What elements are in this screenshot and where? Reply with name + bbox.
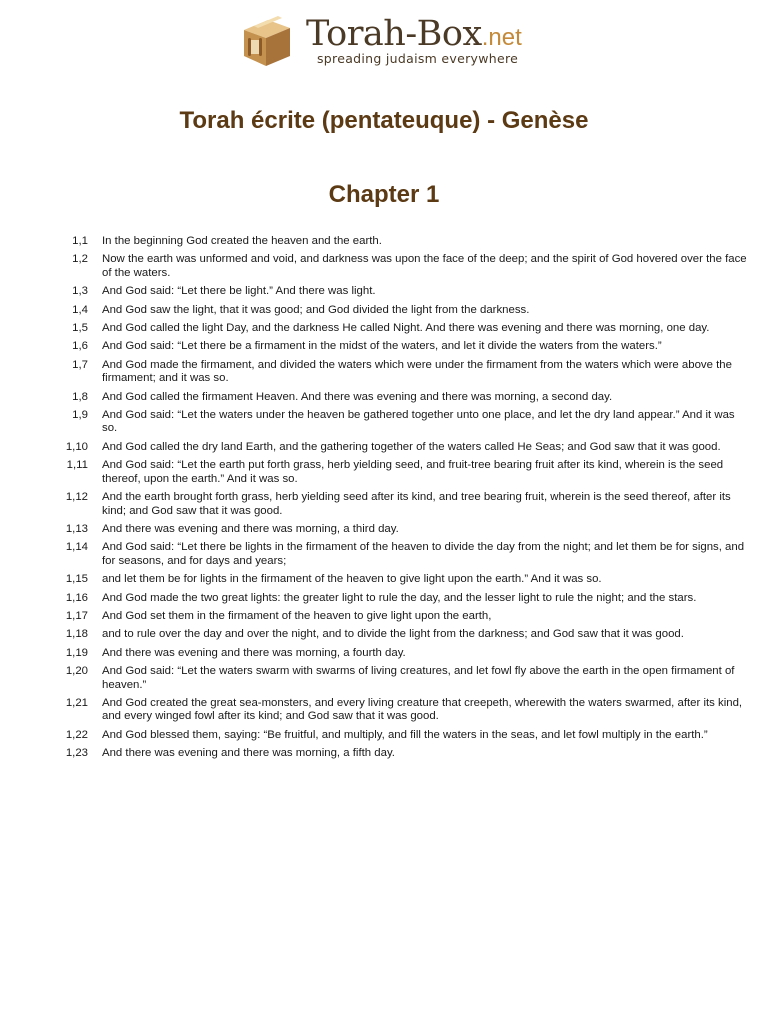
verse-number: 1,13 [65, 522, 88, 535]
verse-row [58, 592, 748, 605]
verse-row [58, 747, 748, 760]
verse-row [58, 647, 748, 660]
verse-list [58, 235, 748, 766]
verse-row [58, 628, 748, 641]
verse-row [58, 665, 748, 692]
verse-number: 1,7 [72, 358, 88, 371]
verse-number: 1,17 [65, 609, 88, 622]
verse-text: In the beginning God created the heaven and the earth. [102, 235, 382, 247]
verse-row [58, 523, 748, 536]
verse-text: and to rule over the day and over the night, and to divide the light from the darkness; and God saw that it was good. [102, 628, 684, 641]
verse-text: And God set them in the firmament of the heaven to give light upon the earth, [102, 609, 492, 622]
verse-row [58, 491, 748, 518]
verse-text: And God called the light Day, and the darkness He called Night. And there was evening and there was morning, one day. [102, 322, 710, 335]
verse-number: 1,6 [72, 340, 88, 353]
verse-number: 1,18 [65, 628, 88, 641]
verse-text: And the earth brought forth grass, herb yielding seed after its kind, and tree bearing fruit, wherein is the seed thereof, after its kind; and God saw that it was good. [102, 491, 731, 517]
verse-row [58, 610, 748, 623]
verse-row [58, 253, 748, 280]
verse-text: And God said: “Let the waters swarm with swarms of living creatures, and let fowl fly above the earth in the open firmament of heaven.” [102, 665, 735, 691]
verse-number: 1,4 [72, 303, 88, 316]
document-title: Torah écrite (pentateuque) - Genèse [179, 107, 589, 134]
chapter-heading: Chapter 1 [328, 181, 440, 208]
verse-text: And God blessed them, saying: “Be fruitful, and multiply, and fill the waters in the seas, and let fowl multiply in the earth.” [102, 728, 708, 741]
logo-tagline: spreading judaism everywhere [317, 51, 519, 66]
verse-row [58, 322, 748, 335]
verse-row [58, 697, 748, 724]
verse-text: And God called the dry land Earth, and the gathering together of the waters called He Seas; and God saw that it was good. [102, 440, 721, 453]
verse-number: 1,3 [72, 285, 88, 298]
logo-name: Torah-Box [306, 14, 482, 54]
verse-text: And there was evening and there was morning, a third day. [102, 522, 399, 535]
verse-number: 1,12 [65, 491, 88, 504]
verse-text: And God said: “Let there be lights in the firmament of the heaven to divide the day from the night; and let them be for signs, and for seasons, and for days and years; [102, 541, 745, 567]
verse-text: And there was evening and there was morning, a fourth day. [102, 646, 406, 659]
verse-text: And God said: “Let the waters under the heaven be gathered together unto one place, and let the dry land appear.” And it was so. [102, 409, 735, 435]
verse-row [58, 235, 748, 248]
verse-text: And God made the firmament, and divided the waters which were under the firmament from the waters which were above the firmament; and it was so. [102, 358, 732, 385]
verse-number: 1,8 [72, 390, 88, 403]
verse-text: And there was evening and there was morning, a fifth day. [102, 747, 395, 760]
verse-row [58, 359, 748, 386]
verse-number: 1,19 [65, 646, 88, 659]
verse-row [58, 409, 748, 436]
verse-number: 1,22 [65, 728, 88, 741]
verse-text: And God said: “Let the earth put forth grass, herb yielding seed, and fruit-tree bearing fruit after its kind, wherein is the seed thereof, upon the earth.” And it was so. [102, 459, 724, 485]
verse-row [58, 441, 748, 454]
verse-number: 1,15 [65, 573, 88, 586]
verse-text: And God created the great sea-monsters, and every living creature that creepeth, wherewith the waters swarmed, after its kind, and every winged fowl after its kind; and God saw that it was good. [102, 696, 743, 723]
verse-text: Now the earth was unformed and void, and darkness was upon the face of the deep; and the spirit of God hovered over the face of the waters. [102, 253, 747, 279]
verse-text: And God made the two great lights: the greater light to rule the day, and the lesser light to rule the night; and the stars. [102, 591, 697, 604]
verse-row [58, 391, 748, 404]
verse-text: And God called the firmament Heaven. And there was evening and there was morning, a second day. [102, 390, 613, 403]
verse-number: 1,1 [72, 235, 88, 247]
verse-number: 1,11 [66, 459, 88, 472]
verse-number: 1,20 [65, 665, 88, 678]
verse-row [58, 304, 748, 317]
box-icon [240, 16, 292, 68]
torah-box-logo[interactable] [240, 14, 540, 70]
verse-text: And God said: “Let there be a firmament in the midst of the waters, and let it divide the waters from the waters.” [102, 340, 662, 353]
verse-text: And God saw the light, that it was good; and God divided the light from the darkness. [102, 303, 530, 316]
verse-number: 1,14 [65, 541, 88, 554]
verse-number: 1,9 [72, 409, 88, 422]
verse-row [58, 340, 748, 353]
verse-text: And God said: “Let there be light.” And there was light. [102, 285, 376, 298]
verse-row [58, 729, 748, 742]
verse-row [58, 459, 748, 486]
verse-row [58, 541, 748, 568]
verse-number: 1,2 [72, 253, 88, 266]
logo-tld: .net [481, 24, 522, 51]
verse-row [58, 285, 748, 298]
verse-number: 1,16 [65, 591, 88, 604]
verse-number: 1,10 [65, 440, 88, 453]
verse-number: 1,21 [65, 696, 88, 709]
verse-row [58, 573, 748, 586]
verse-number: 1,23 [65, 747, 88, 760]
verse-number: 1,5 [72, 322, 88, 335]
verse-text: and let them be for lights in the firmament of the heaven to give light upon the earth.” And it was so. [102, 573, 602, 586]
